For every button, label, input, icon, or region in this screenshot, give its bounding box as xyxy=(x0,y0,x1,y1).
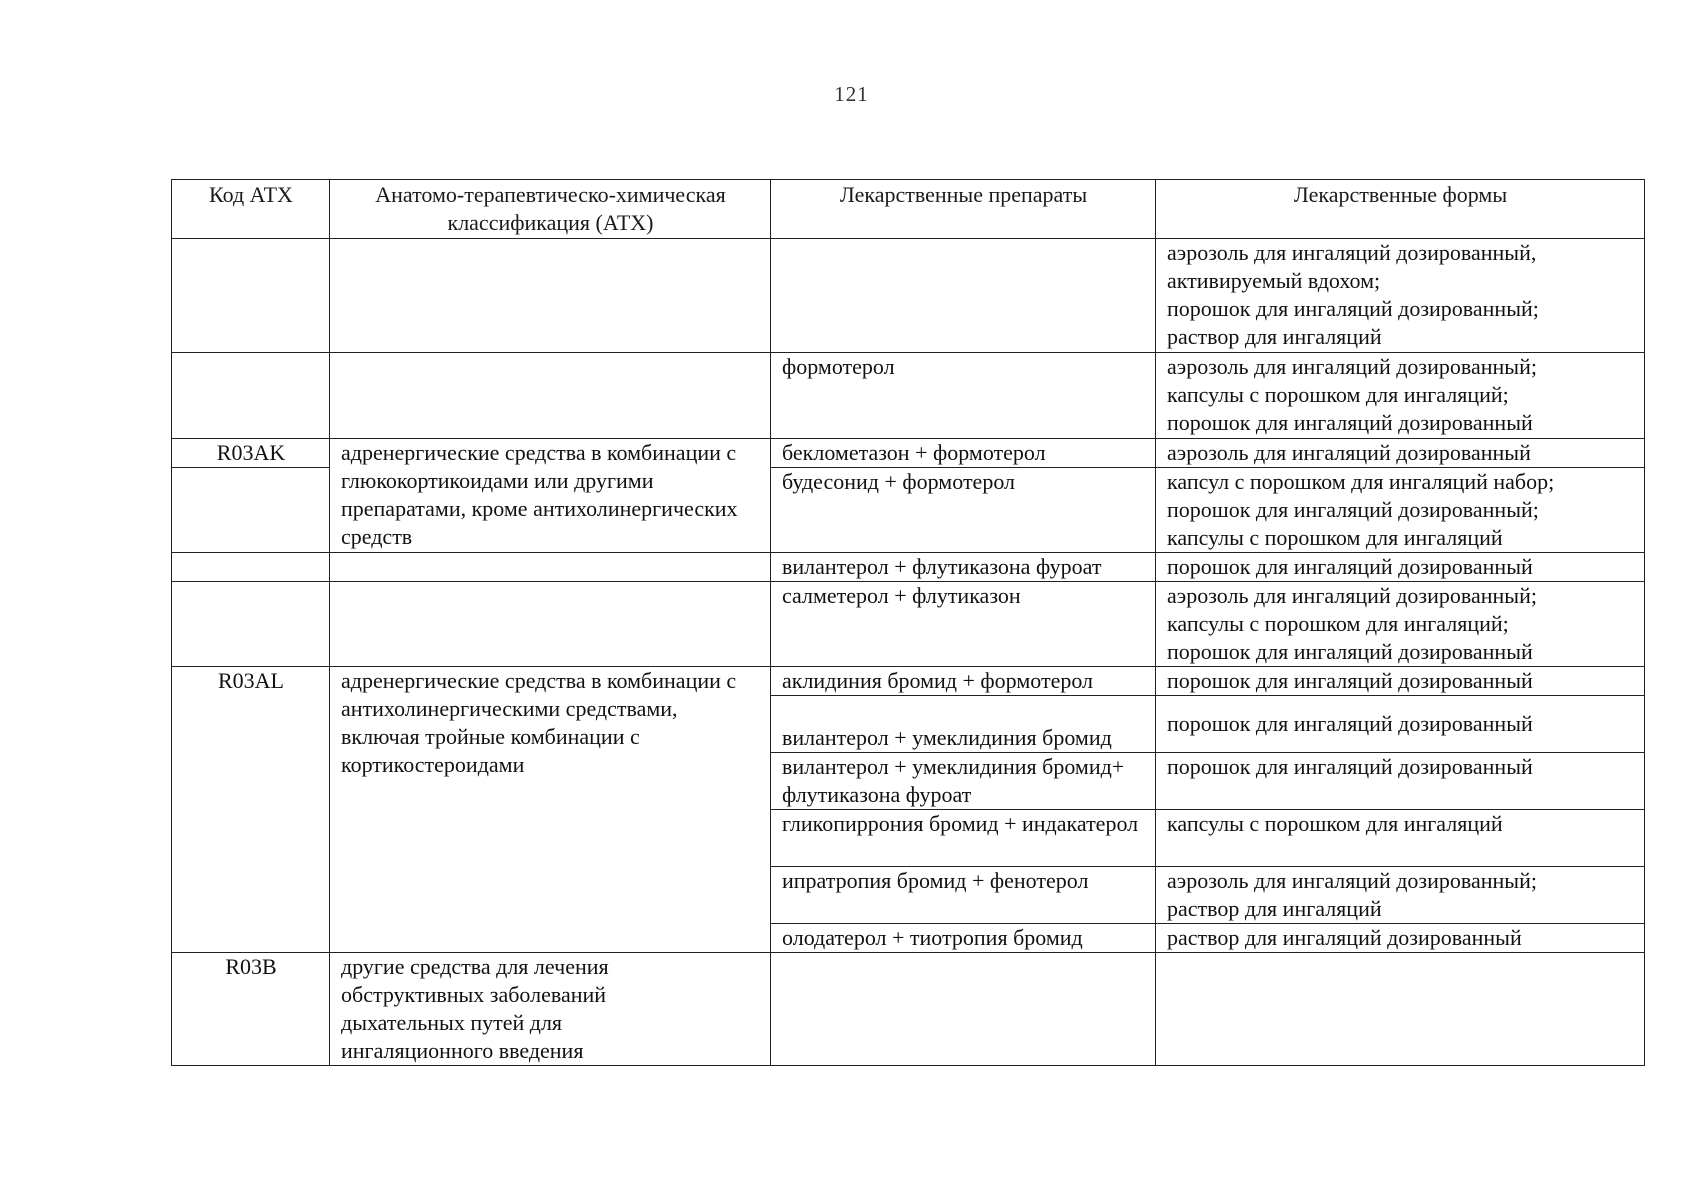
table-row xyxy=(172,667,1645,696)
drug-cell: ипратропия бромид + фенотерол xyxy=(771,867,1156,924)
dosage-form-line: аэрозоль для ингаляций дозированный; xyxy=(1167,354,1537,379)
page-number: 121 xyxy=(834,82,869,106)
table-row xyxy=(172,953,1645,1066)
atc-code-cell: R03AL xyxy=(172,667,330,953)
atc-code-cell xyxy=(172,553,330,582)
dosage-form-line: раствор для ингаляций xyxy=(1167,324,1382,349)
drug-cell: будесонид + формотерол xyxy=(771,468,1156,553)
header-atc-classification: Анатомо-терапевтическо-химическая классификация (АТХ) xyxy=(330,180,771,239)
header-dosage-forms: Лекарственные формы xyxy=(1156,180,1645,239)
table-row xyxy=(172,582,1645,667)
dosage-forms-cell xyxy=(1156,953,1645,1066)
dosage-form-line: капсулы с порошком для ингаляций; xyxy=(1167,611,1509,636)
dosage-forms-cell xyxy=(1156,753,1645,810)
table-row xyxy=(172,439,1645,468)
classification-cell: другие средства для лечения обструктивных заболеваний дыхательных путей для ингаляционного введения xyxy=(330,953,771,1066)
drug-cell xyxy=(771,953,1156,1066)
classification-cell xyxy=(330,353,771,439)
dosage-form-line: порошок для ингаляций дозированный xyxy=(1167,639,1533,664)
dosage-forms-cell xyxy=(1156,239,1645,353)
classification-cell xyxy=(330,582,771,667)
dosage-forms-cell xyxy=(1156,667,1645,696)
dosage-form-line: капсулы с порошком для ингаляций xyxy=(1167,525,1503,550)
dosage-form-line: порошок для ингаляций дозированный xyxy=(1167,754,1533,779)
dosage-form-line: порошок для ингаляций дозированный xyxy=(1167,554,1533,579)
dosage-form-line: капсул с порошком для ингаляций набор; xyxy=(1167,469,1555,494)
dosage-form-line: раствор для ингаляций дозированный xyxy=(1167,925,1522,950)
classification-cell: адренергические средства в комбинации с глюкокортикоидами или другими препаратами, кроме антихолинергических средств xyxy=(330,439,771,553)
dosage-form-line: порошок для ингаляций дозированный xyxy=(1167,711,1533,736)
atc-code-cell xyxy=(172,468,330,553)
drug-cell: вилантерол + умеклидиния бромид+ флутиказона фуроат xyxy=(771,753,1156,810)
dosage-form-line: порошок для ингаляций дозированный xyxy=(1167,410,1533,435)
dosage-form-line: аэрозоль для ингаляций дозированный; xyxy=(1167,868,1537,893)
atc-code-cell: R03B xyxy=(172,953,330,1066)
drug-cell: вилантерол + умеклидиния бромид xyxy=(771,696,1156,753)
drug-cell: салметерол + флутиказон xyxy=(771,582,1156,667)
dosage-forms-cell xyxy=(1156,468,1645,553)
dosage-forms-cell xyxy=(1156,582,1645,667)
dosage-forms-cell xyxy=(1156,439,1645,468)
dosage-form-line: капсулы с порошком для ингаляций xyxy=(1167,811,1503,836)
drug-cell: вилантерол + флутиказона фуроат xyxy=(771,553,1156,582)
atc-code-cell xyxy=(172,353,330,439)
dosage-form-line: аэрозоль для ингаляций дозированный, xyxy=(1167,240,1537,265)
atc-code-cell xyxy=(172,239,330,353)
dosage-form-line: порошок для ингаляций дозированный xyxy=(1167,668,1533,693)
table-row xyxy=(172,553,1645,582)
dosage-form-line: капсулы с порошком для ингаляций; xyxy=(1167,382,1509,407)
dosage-form-line: порошок для ингаляций дозированный; xyxy=(1167,296,1539,321)
drug-cell: олодатерол + тиотропия бромид xyxy=(771,924,1156,953)
atc-drug-table xyxy=(171,179,1645,1066)
drug-cell: гликопиррония бромид + индакатерол xyxy=(771,810,1156,867)
dosage-forms-cell xyxy=(1156,924,1645,953)
dosage-forms-cell xyxy=(1156,553,1645,582)
dosage-form-line: активируемый вдохом; xyxy=(1167,268,1381,293)
atc-code-cell xyxy=(172,582,330,667)
drug-cell: беклометазон + формотерол xyxy=(771,439,1156,468)
table-header-row xyxy=(172,180,1645,239)
header-drugs: Лекарственные препараты xyxy=(771,180,1156,239)
header-atc-code: Код АТХ xyxy=(172,180,330,239)
dosage-forms-cell xyxy=(1156,810,1645,867)
dosage-form-line: порошок для ингаляций дозированный; xyxy=(1167,497,1539,522)
dosage-form-line: аэрозоль для ингаляций дозированный xyxy=(1167,440,1531,465)
table-row xyxy=(172,353,1645,439)
dosage-forms-cell xyxy=(1156,353,1645,439)
drug-cell: формотерол xyxy=(771,353,1156,439)
table-row xyxy=(172,239,1645,353)
drug-cell xyxy=(771,239,1156,353)
dosage-form-line: раствор для ингаляций xyxy=(1167,896,1382,921)
dosage-forms-cell xyxy=(1156,696,1645,753)
dosage-forms-cell xyxy=(1156,867,1645,924)
atc-code-cell: R03AK xyxy=(172,439,330,468)
classification-cell xyxy=(330,553,771,582)
classification-cell xyxy=(330,239,771,353)
drug-cell: аклидиния бромид + формотерол xyxy=(771,667,1156,696)
classification-cell: адренергические средства в комбинации с антихолинергическими средствами, включая тройные комбинации с кортикостероидами xyxy=(330,667,771,953)
dosage-form-line: аэрозоль для ингаляций дозированный; xyxy=(1167,583,1537,608)
